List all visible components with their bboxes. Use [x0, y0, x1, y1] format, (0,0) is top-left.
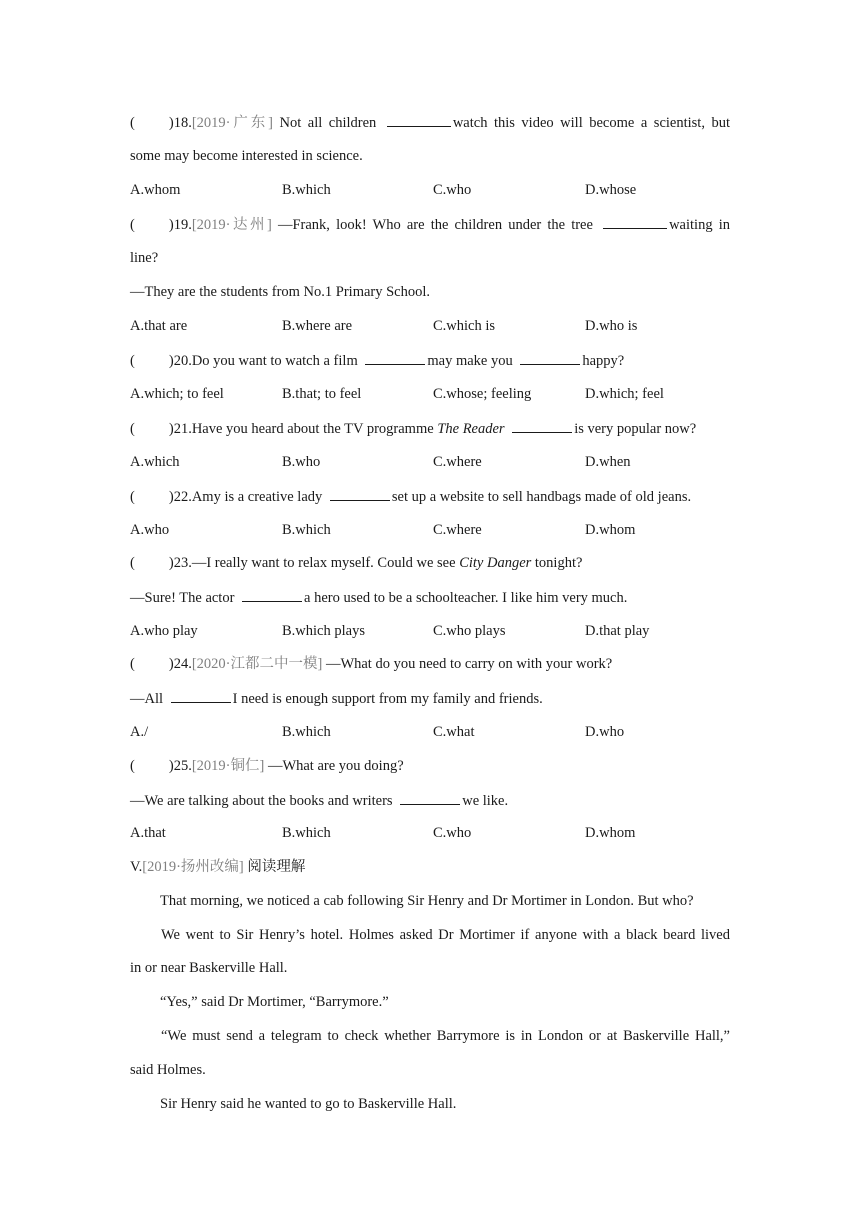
passage-paragraph: “We must send a telegram to check whether Barrymore is in London or at Baskerville Hall,”	[161, 1028, 730, 1044]
section-numeral: V.	[130, 859, 143, 875]
option-c[interactable]: C.which is	[433, 318, 496, 334]
option-a[interactable]: A.which; to feel	[130, 386, 224, 402]
question-source: [2019·广东]	[191, 115, 273, 131]
question-text: Amy is a creative lady	[191, 489, 323, 505]
option-c[interactable]: C.what	[433, 724, 475, 740]
question-text: a hero used to be a schoolteacher. I like him very much.	[304, 590, 628, 606]
question-text: —Frank, look! Who are the children under the tree	[271, 217, 593, 233]
option-d[interactable]: D.whose	[585, 182, 637, 198]
answer-paren-close: )	[168, 656, 174, 672]
question-text: Not all children	[272, 115, 377, 131]
question-text: —Sure! The actor	[130, 590, 235, 606]
answer-paren-close: )	[168, 115, 174, 131]
passage-line: said Holmes.	[130, 1062, 206, 1078]
option-b[interactable]: B.which	[282, 825, 331, 841]
fill-blank[interactable]	[520, 350, 580, 365]
answer-paren-open: (	[130, 489, 135, 505]
option-b[interactable]: B.which	[282, 522, 331, 538]
question-18	[130, 112, 730, 133]
option-c[interactable]: C.who plays	[433, 623, 506, 639]
question-text: happy?	[582, 353, 625, 369]
fill-blank[interactable]	[387, 112, 451, 127]
option-a[interactable]: A.that	[130, 825, 166, 841]
option-d[interactable]: D.which; feel	[585, 386, 664, 402]
question-number: 18.	[173, 115, 192, 131]
question-text-line: some may become interested in science.	[130, 148, 363, 164]
question-source: [2020·江都二中一模]	[191, 656, 323, 672]
film-title: City Danger	[459, 555, 532, 571]
option-b[interactable]: B.which	[282, 182, 331, 198]
question-24	[130, 654, 730, 674]
question-number: 20.	[173, 353, 192, 369]
answer-paren-close: )	[168, 555, 174, 571]
option-a[interactable]: A.whom	[130, 182, 181, 198]
option-c[interactable]: C.whose; feeling	[433, 386, 532, 402]
question-text: —What do you need to carry on with your work?	[322, 656, 613, 672]
question-number: 23.	[173, 555, 192, 571]
option-b[interactable]: B.which	[282, 724, 331, 740]
passage-paragraph: Sir Henry said he wanted to go to Baskerville Hall.	[160, 1096, 457, 1112]
question-number: 25.	[173, 758, 192, 774]
question-25-line2	[130, 790, 730, 811]
answer-paren-open: (	[130, 555, 135, 571]
fill-blank[interactable]	[365, 350, 425, 365]
answer-paren-close: )	[168, 353, 174, 369]
fill-blank[interactable]	[512, 418, 572, 433]
question-25	[130, 756, 730, 776]
question-text: —What are you doing?	[264, 758, 404, 774]
answer-paren-close: )	[168, 421, 174, 437]
option-c[interactable]: C.where	[433, 522, 482, 538]
question-number: 19.	[173, 217, 192, 233]
option-b[interactable]: B.who	[282, 454, 321, 470]
question-text: Do you want to watch a film	[191, 353, 358, 369]
fill-blank[interactable]	[242, 587, 302, 602]
question-source: [2019·达州]	[191, 217, 272, 233]
question-24-line2	[130, 688, 730, 709]
option-c[interactable]: C.who	[433, 182, 472, 198]
fill-blank[interactable]	[400, 790, 460, 805]
option-a[interactable]: A.who	[130, 522, 170, 538]
passage-line: in or near Baskerville Hall.	[130, 960, 288, 976]
passage-paragraph: “Yes,” said Dr Mortimer, “Barrymore.”	[160, 994, 389, 1010]
question-text: watch this video will become a scientist, but	[452, 115, 730, 131]
question-text: set up a website to sell handbags made of old jeans.	[391, 489, 692, 505]
option-c[interactable]: C.where	[433, 454, 482, 470]
question-text: —We are talking about the books and writers	[130, 793, 393, 809]
answer-paren-close: )	[168, 758, 174, 774]
option-a[interactable]: A./	[130, 724, 149, 740]
question-text: waiting in	[669, 217, 730, 233]
question-text-line: —They are the students from No.1 Primary School.	[130, 284, 431, 300]
option-d[interactable]: D.who is	[585, 318, 638, 334]
option-d[interactable]: D.that play	[585, 623, 650, 639]
section-heading	[130, 857, 730, 877]
question-text: may make you	[427, 353, 513, 369]
option-b[interactable]: B.where are	[282, 318, 353, 334]
answer-paren-open: (	[130, 115, 135, 131]
fill-blank[interactable]	[171, 688, 231, 703]
option-a[interactable]: A.which	[130, 454, 180, 470]
answer-paren-close: )	[168, 489, 174, 505]
section-source: [2019·扬州改编]	[142, 859, 244, 875]
question-text: I need is enough support from my family and friends.	[232, 691, 543, 707]
answer-paren-open: (	[130, 656, 135, 672]
question-text: —I really want to relax myself. Could we see	[191, 555, 460, 571]
question-number: 24.	[173, 656, 192, 672]
question-source: [2019·铜仁]	[191, 758, 265, 774]
question-text-line: line?	[130, 250, 159, 266]
option-d[interactable]: D.when	[585, 454, 631, 470]
answer-paren-open: (	[130, 353, 135, 369]
option-d[interactable]: D.whom	[585, 825, 636, 841]
question-23	[130, 553, 730, 573]
question-text: tonight?	[531, 555, 583, 571]
question-text: we like.	[462, 793, 509, 809]
fill-blank[interactable]	[603, 214, 667, 229]
answer-paren-open: (	[130, 217, 135, 233]
answer-paren-open: (	[130, 758, 135, 774]
question-number: 21.	[173, 421, 192, 437]
answer-paren-open: (	[130, 421, 135, 437]
question-19	[130, 214, 730, 235]
fill-blank[interactable]	[330, 486, 390, 501]
question-text: —All	[130, 691, 164, 707]
option-a[interactable]: A.who play	[130, 623, 198, 639]
option-d[interactable]: D.who	[585, 724, 625, 740]
option-b[interactable]: B.that; to feel	[282, 386, 362, 402]
option-a[interactable]: A.that are	[130, 318, 188, 334]
option-b[interactable]: B.which plays	[282, 623, 365, 639]
question-number: 22.	[173, 489, 192, 505]
question-text: Have you heard about the TV programme	[191, 421, 438, 437]
question-23-line2	[130, 587, 730, 608]
answer-paren-close: )	[168, 217, 174, 233]
question-20	[130, 350, 730, 371]
passage-paragraph: That morning, we noticed a cab following Sir Henry and Dr Mortimer in London. But who?	[160, 893, 694, 909]
question-21	[130, 418, 730, 439]
question-22	[130, 486, 730, 507]
question-text: is very popular now?	[574, 421, 697, 437]
option-c[interactable]: C.who	[433, 825, 472, 841]
passage-paragraph: We went to Sir Henry’s hotel. Holmes asked Dr Mortimer if anyone with a black beard lived	[161, 927, 730, 943]
section-title: 阅读理解	[243, 859, 306, 875]
programme-title: The Reader	[437, 421, 505, 437]
option-d[interactable]: D.whom	[585, 522, 636, 538]
